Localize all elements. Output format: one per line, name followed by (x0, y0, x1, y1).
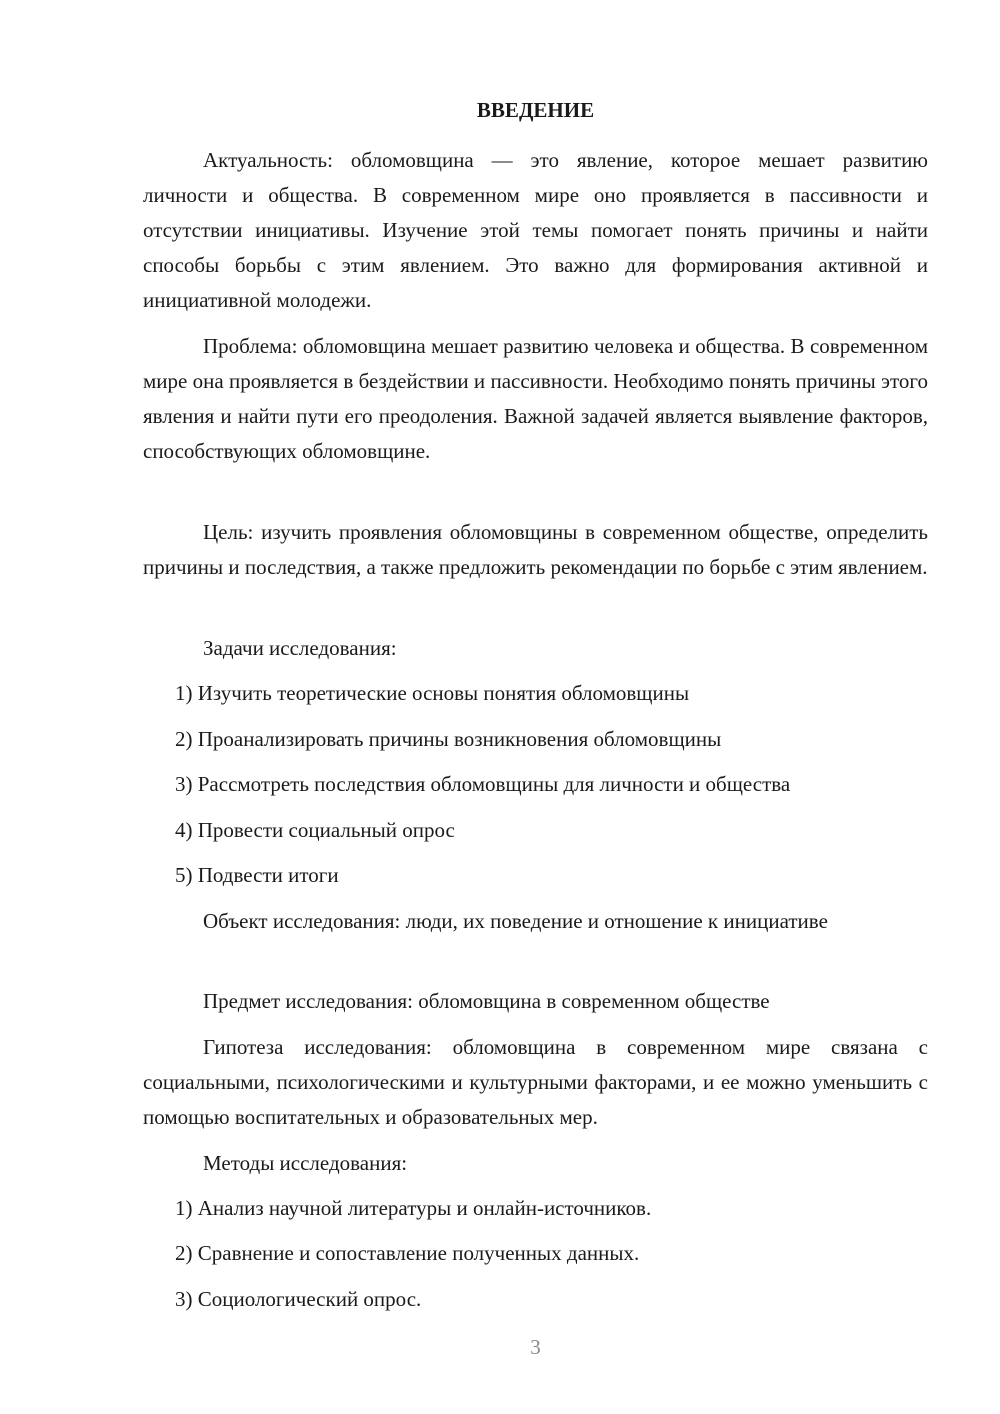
problem-paragraph: Проблема: обломовщина мешает развитию человека и общества. В современном мире она проявляется в бездействии и пассивности. Необходимо понять причины этого явления и найти пути его преодоления. Важной задачей является выявление факторов, способствующих обломовщине. (143, 334, 928, 463)
method-item-2: 2) Сравнение и сопоставление полученных данных. (175, 1241, 640, 1265)
task-item-4: 4) Провести социальный опрос (175, 818, 455, 842)
task-item-2: 2) Проанализировать причины возникновения обломовщины (175, 727, 722, 751)
tasks-heading: Задачи исследования: (203, 636, 397, 660)
page-title: ВВЕДЕНИЕ (476, 98, 595, 122)
relevance-paragraph: Актуальность: обломовщина — это явление, которое мешает развитию личности и общества. В современном мире оно проявляется в пассивности и отсутствии инициативы. Изучение этой темы помогает понять причины и найти способы борьбы с этим явлением. Это важно для формирования активной и инициативной молодежи. (143, 148, 928, 312)
page-number: 3 (530, 1335, 541, 1359)
document-page (143, 0, 928, 1414)
method-item-1: 1) Анализ научной литературы и онлайн-источников. (175, 1196, 652, 1220)
goal-paragraph: Цель: изучить проявления обломовщины в современном обществе, определить причины и последствия, а также предложить рекомендации по борьбе с этим явлением. (143, 520, 928, 579)
task-item-5: 5) Подвести итоги (175, 863, 339, 887)
task-item-1: 1) Изучить теоретические основы понятия обломовщины (175, 681, 690, 705)
task-item-3: 3) Рассмотреть последствия обломовщины для личности и общества (175, 772, 791, 796)
methods-heading: Методы исследования: (203, 1151, 408, 1175)
object-paragraph: Объект исследования: люди, их поведение и отношение к инициативе (203, 909, 828, 933)
subject-paragraph: Предмет исследования: обломовщина в современном обществе (203, 989, 770, 1013)
method-item-3: 3) Социологический опрос. (175, 1287, 422, 1311)
hypothesis-paragraph: Гипотеза исследования: обломовщина в современном мире связана с социальными, психологическими и культурными факторами, и ее можно уменьшить с помощью воспитательных и образовательных мер. (143, 1035, 928, 1129)
